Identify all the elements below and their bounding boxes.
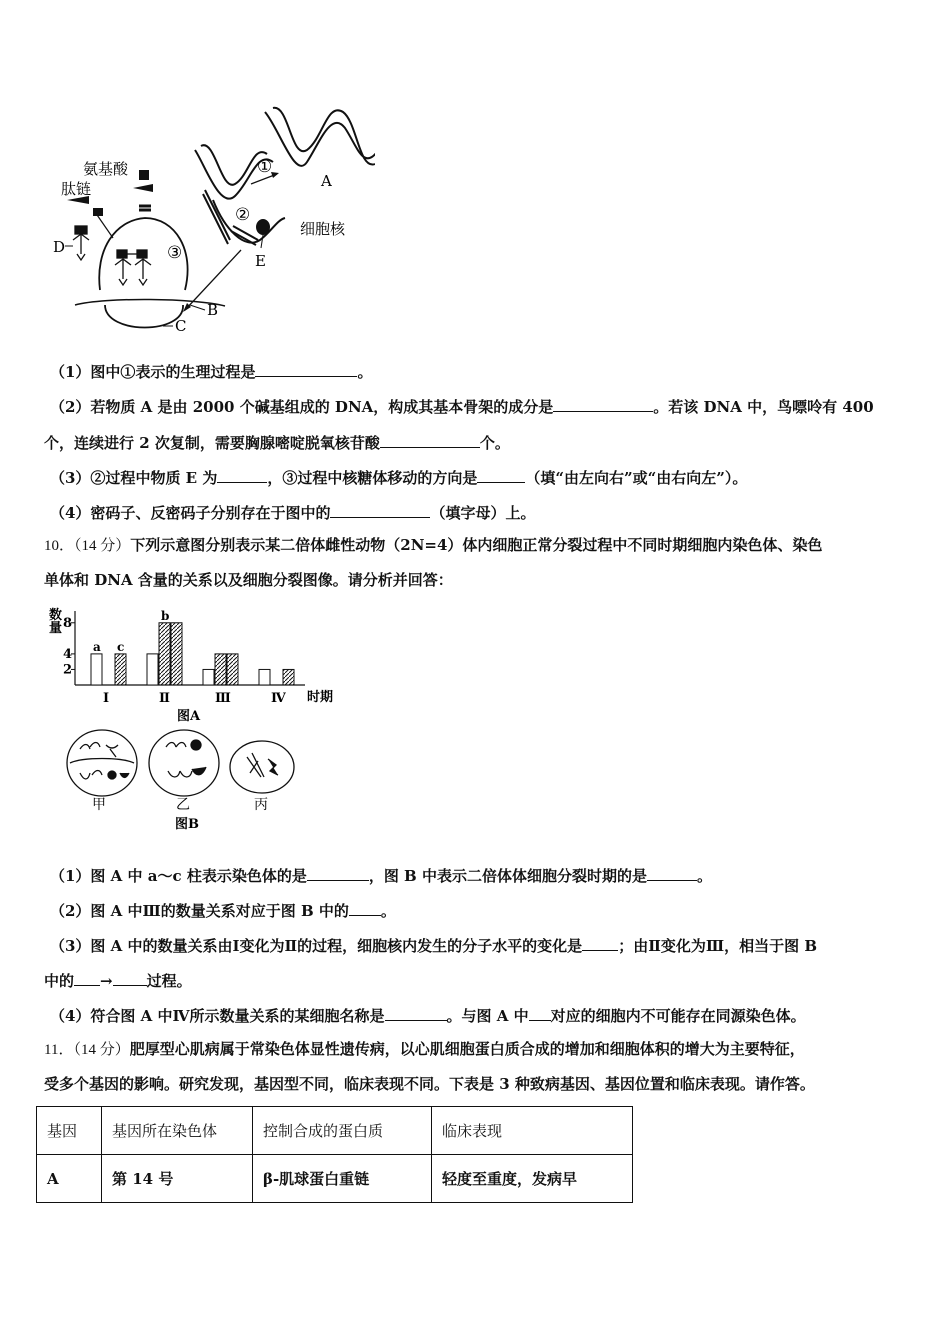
chart-bar-b — [159, 623, 170, 685]
chart-xlabel: 时期 — [307, 690, 334, 705]
answer-blank[interactable] — [255, 360, 357, 377]
label-amino-acid: 氨基酸 — [83, 160, 129, 178]
label-e: E — [255, 252, 266, 270]
chart-bar-label: c — [117, 639, 125, 654]
answer-blank[interactable] — [647, 864, 697, 881]
q10-sub2: （2）图 A 中Ⅲ的数量关系对应于图 B 中的 。 — [50, 899, 396, 921]
answer-blank[interactable] — [553, 395, 653, 412]
q10-sub3-cont: 中的 → 过程。 — [44, 969, 192, 991]
table-cell: 轻度至重度，发病早 — [432, 1155, 633, 1203]
table-cell: A — [37, 1155, 102, 1203]
label-nucleus: 细胞核 — [300, 220, 346, 238]
chart-bar-a — [203, 669, 214, 685]
cell-jia — [67, 730, 137, 796]
chart-bar-label: a — [93, 639, 101, 654]
dna-helix-strand-2 — [273, 108, 375, 165]
answer-blank[interactable] — [349, 899, 381, 916]
table-row — [37, 1155, 633, 1203]
label-peptide: 肽链 — [61, 180, 92, 198]
q10-sub1: （1）图 A 中 a～c 柱表示染色体的是 ，图 B 中表示二倍体体细胞分裂时期的是 。 — [50, 864, 712, 886]
chain-block — [93, 208, 103, 216]
table-cell: 第 14 号 — [102, 1155, 253, 1203]
chart-bar-b — [215, 654, 226, 685]
mrna-line-b — [75, 299, 225, 306]
chart-category-label: Ⅱ — [159, 691, 170, 706]
chart-bar-a — [259, 669, 270, 685]
answer-blank[interactable] — [477, 466, 525, 483]
chart-title: 图A — [177, 709, 201, 724]
figure-a-bar-chart — [45, 605, 355, 725]
table-header-row — [37, 1107, 633, 1155]
q9-sub4: （4）密码子、反密码子分别存在于图中的 （填字母）上。 — [50, 501, 535, 523]
table-cell: β-肌球蛋白重链 — [253, 1155, 432, 1203]
table-header-cell: 基因所在染色体 — [102, 1107, 253, 1155]
gene-table — [36, 1106, 633, 1203]
cell-bing — [230, 741, 294, 793]
ribosome-small — [105, 305, 183, 328]
q10-stem-cont: 单体和 DNA 含量的关系以及细胞分裂图像。请分析并回答： — [44, 571, 453, 589]
amino-acid-mark — [139, 206, 151, 210]
chart-category-label: Ⅳ — [271, 691, 286, 706]
q10-sub4: （4）符合图 A 中Ⅳ所示数量关系的某细胞名称是 。与图 A 中 对应的细胞内不可能存在同源染色体。 — [50, 1004, 806, 1026]
pointer-b — [190, 305, 205, 310]
table-header-cell: 临床表现 — [432, 1107, 633, 1155]
trna-molecules — [115, 250, 151, 285]
answer-blank[interactable] — [582, 934, 618, 951]
pointer-e — [261, 235, 263, 248]
table-header-cell: 基因 — [37, 1107, 102, 1155]
q9-sub2-cont: 个，连续进行 2 次复制，需要胸腺嘧啶脱氧核苷酸 个。 — [44, 431, 510, 453]
label-b: B — [207, 301, 219, 319]
label-a: A — [321, 172, 332, 190]
q11-stem: 11．（14 分）肥厚型心肌病属于常染色体显性遗传病，以心肌细胞蛋白质合成的增加和细胞体积的增大为主要特征， — [44, 1040, 805, 1058]
chart-ytick-label: 2 — [63, 662, 73, 678]
chart-ytick-label: 8 — [63, 615, 73, 631]
q9-sub1: （1）图中①表示的生理过程是 。 — [50, 360, 372, 382]
answer-blank[interactable] — [307, 864, 369, 881]
chart-bar-c — [171, 623, 182, 685]
chart-bar-a — [91, 654, 102, 685]
dna-helix-strand-1 — [265, 112, 375, 166]
label-process-3: ③ — [167, 243, 183, 263]
figure-b-title: 图B — [175, 817, 199, 832]
enzyme-e — [256, 219, 270, 235]
dna-translation-figure — [45, 100, 375, 345]
chart-bar-a — [147, 654, 158, 685]
label-process-1: ① — [257, 157, 273, 177]
cell-label-yi: 乙 — [176, 797, 190, 813]
amino-acid-block — [139, 170, 149, 180]
figure-b-cells — [62, 727, 312, 835]
chart-bar-label: b — [161, 608, 170, 623]
answer-blank[interactable] — [385, 1004, 447, 1021]
q10-stem: 10．（14 分）下列示意图分别表示某二倍体雌性动物（2N=4）体内细胞正常分裂过程中不同时期细胞内染色体、染色 — [44, 536, 823, 554]
cell-label-bing: 丙 — [254, 797, 268, 813]
chart-bar-c — [115, 654, 126, 685]
label-d: D — [53, 238, 66, 256]
chart-bar-c — [283, 669, 294, 685]
cell-yi — [149, 730, 219, 796]
label-c: C — [175, 317, 187, 335]
peptide-arrow-2 — [133, 184, 153, 192]
q9-sub3: （3）②过程中物质 E 为 ，③过程中核糖体移动的方向是 （填“由左向右”或“由右向左”）。 — [50, 466, 747, 488]
q10-sub3: （3）图 A 中的数量关系由Ⅰ变化为Ⅱ的过程，细胞核内发生的分子水平的变化是 ；由Ⅱ变化为Ⅲ，相当于图 B — [50, 934, 817, 956]
chart-category-label: Ⅰ — [103, 691, 110, 706]
answer-blank[interactable] — [529, 1004, 551, 1021]
chart-ytick-label: 4 — [63, 646, 73, 662]
trna-d — [73, 226, 89, 260]
answer-blank[interactable] — [74, 969, 100, 986]
label-process-2: ② — [235, 205, 251, 225]
answer-blank[interactable] — [380, 431, 480, 448]
answer-blank[interactable] — [330, 501, 430, 518]
answer-blank[interactable] — [113, 969, 147, 986]
chart-bar-c — [227, 654, 238, 685]
chart-ylabel-2: 量 — [49, 621, 63, 636]
cell-label-jia: 甲 — [92, 797, 106, 813]
chart-category-label: Ⅲ — [215, 691, 231, 706]
answer-blank[interactable] — [217, 466, 267, 483]
q9-sub2: （2）若物质 A 是由 2000 个碱基组成的 DNA，构成其基本骨架的成分是 。若该 DNA 中，鸟嘌呤有 400 — [50, 395, 874, 417]
chart-ylabel-1: 数 — [49, 608, 63, 623]
table-header-cell: 控制合成的蛋白质 — [253, 1107, 432, 1155]
q11-stem-cont: 受多个基因的影响。研究发现，基因型不同，临床表现不同。下表是 3 种致病基因、基因位置和临床表现。请作答。 — [44, 1075, 815, 1093]
